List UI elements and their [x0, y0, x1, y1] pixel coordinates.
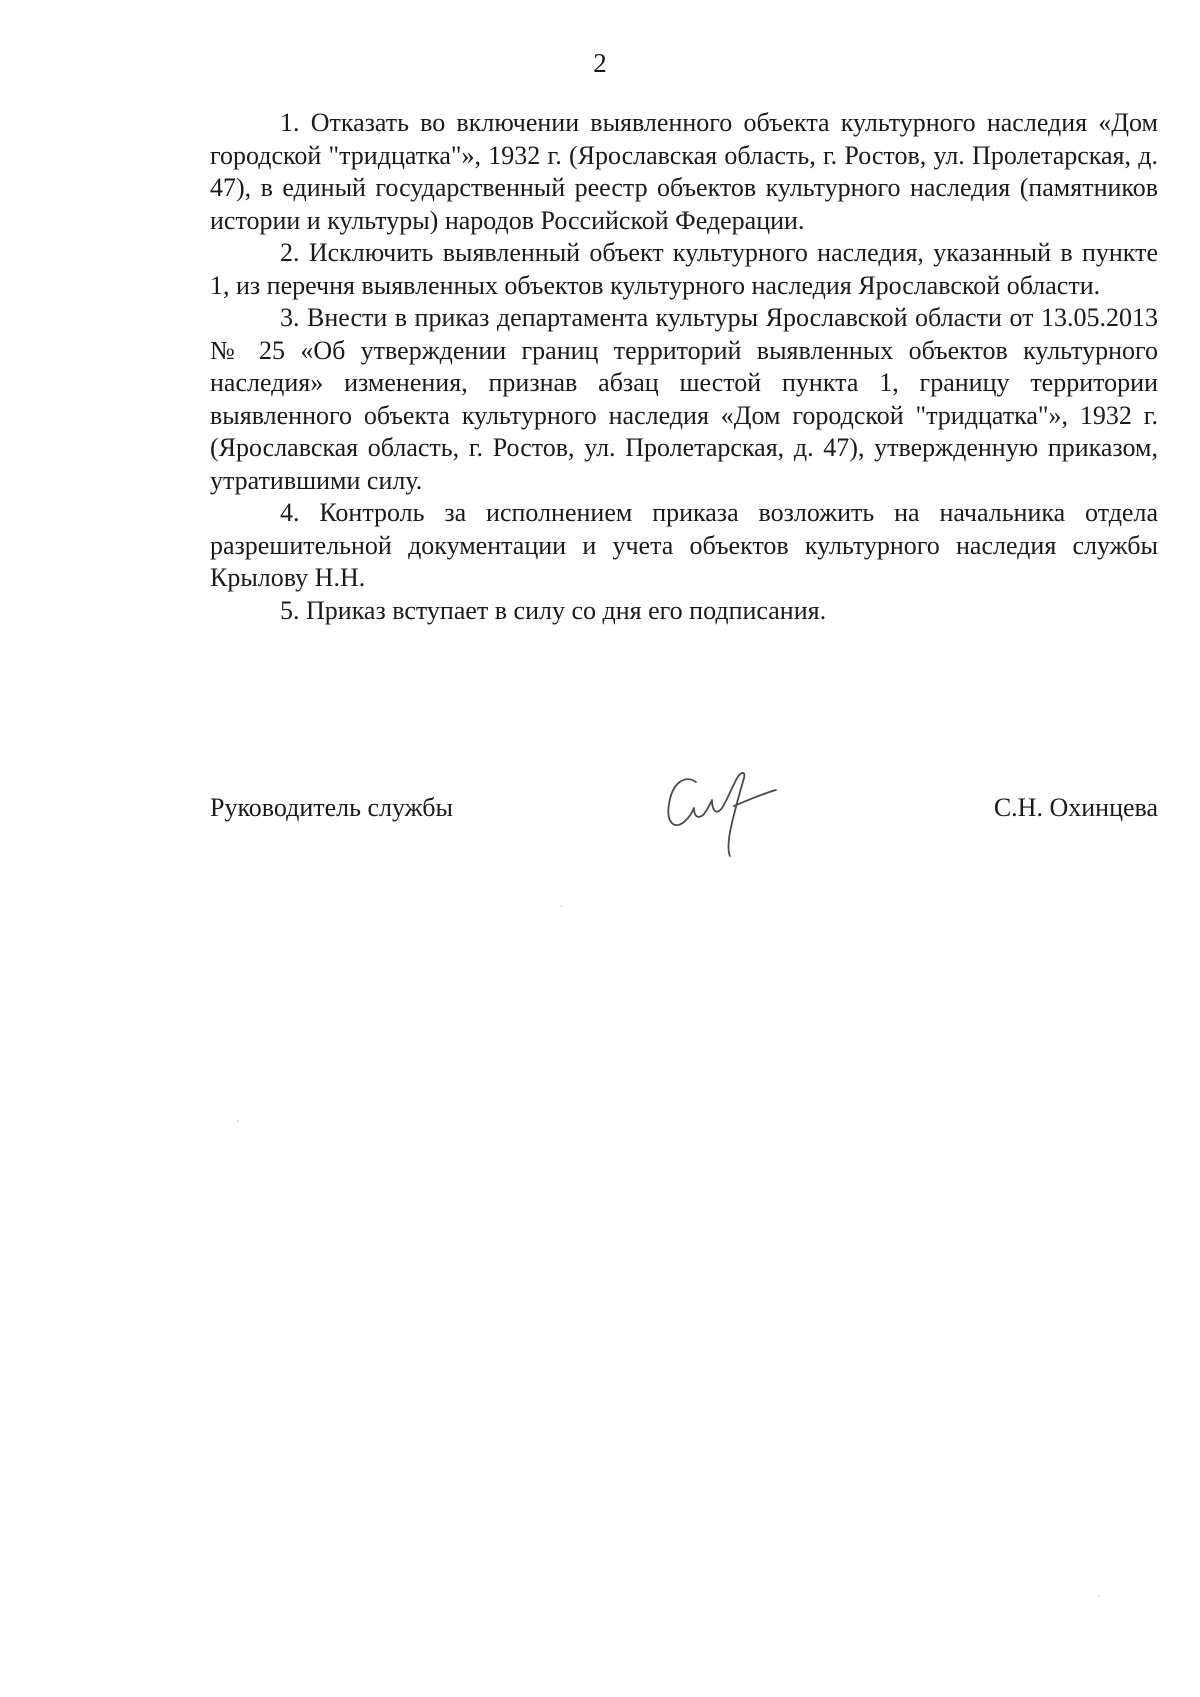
signatory-role: Руководитель службы — [210, 793, 453, 822]
handwritten-signature — [650, 760, 800, 870]
paragraph-4: 4. Контроль за исполнением приказа возложить на начальника отдела разрешительной документации и учета объектов культурного наследия службы Крылову Н.Н. — [210, 498, 1158, 592]
scan-speck — [1098, 1595, 1100, 1597]
scan-speck — [560, 905, 562, 907]
paragraph-1: 1. Отказать во включении выявленного объекта культурного наследия «Дом городской "тридцатка"», 1932 г. (Ярославская область, г. Ростов, ул. Пролетарская, д. 47), в единый государственный реестр объектов культурного наследия (памятников истории и культуры) народов Российской Федерации. — [210, 108, 1158, 235]
paragraph-3: 3. Внести в приказ департамента культуры Ярославской области от 13.05.2013 № 25 «Об утверждении границ территорий выявленных объектов культурного наследия» изменения, признав абзац шестой пункта 1, границу территории выявленного объекта культурного наследия «Дом городской "тридцатка"», 1932 г. (Ярославская область, г. Ростов, ул. Пролетарская, д. 47), утвержденную приказом, утратившими силу. — [210, 303, 1158, 495]
paragraph-2: 2. Исключить выявленный объект культурного наследия, указанный в пункте 1, из перечня выявленных объектов культурного наследия Ярославской области. — [210, 238, 1158, 300]
scan-speck — [237, 1120, 239, 1122]
paragraph-5: 5. Приказ вступает в силу со дня его подписания. — [280, 595, 827, 625]
page-number: 2 — [593, 48, 607, 78]
signatory-name: С.Н. Охинцева — [993, 793, 1158, 822]
document-body — [210, 107, 1158, 627]
signature-block — [210, 770, 1158, 880]
